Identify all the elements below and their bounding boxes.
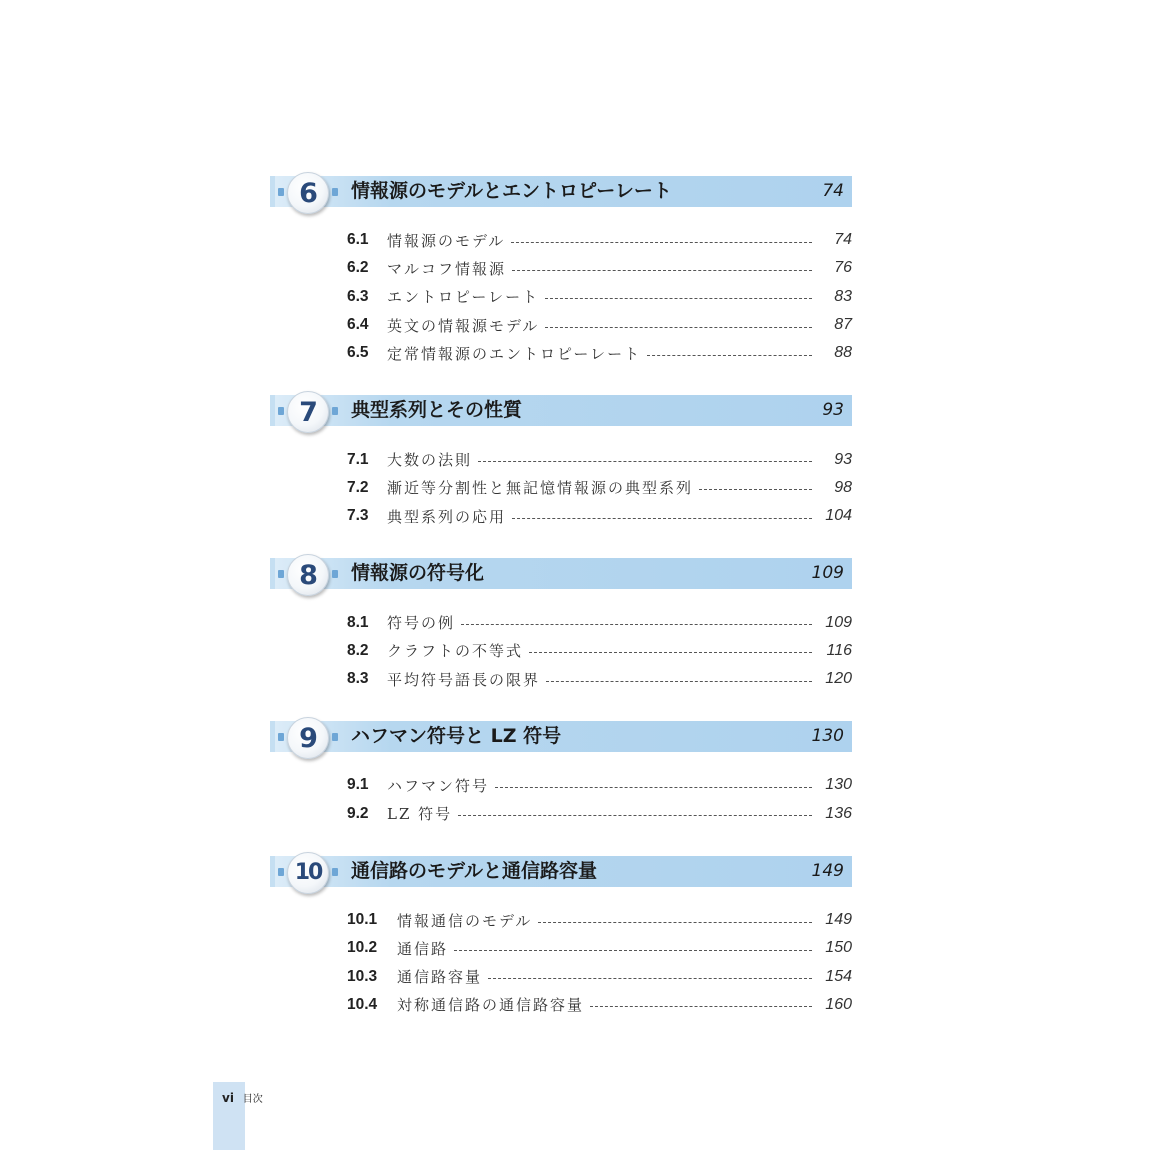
dotted-leader — [458, 815, 812, 816]
table-of-contents — [270, 176, 852, 1047]
section-number: 6.2 — [347, 259, 369, 277]
dotted-leader — [545, 327, 812, 328]
section-number: 6.5 — [347, 344, 369, 362]
chapter-title: 情報源のモデルとエントロピーレート — [351, 180, 672, 202]
chapter-page-number: 93 — [822, 400, 844, 421]
section-list — [270, 887, 852, 1019]
chapter-number-badge: 9 — [287, 717, 329, 759]
chapter-number-badge: 7 — [287, 391, 329, 433]
dotted-leader — [699, 489, 812, 490]
section-entry[interactable] — [347, 934, 852, 962]
section-page-number: 136 — [825, 804, 852, 822]
section-entry[interactable] — [347, 226, 852, 254]
chapter-title: 情報源の符号化 — [351, 562, 485, 585]
section-page-number: 116 — [826, 641, 852, 659]
section-page-number: 154 — [825, 967, 852, 985]
section-number: 9.1 — [347, 776, 369, 794]
section-entry[interactable] — [347, 339, 852, 367]
section-number: 10.1 — [347, 911, 378, 928]
chapter-block — [270, 176, 852, 367]
section-page-number: 109 — [825, 613, 852, 631]
section-number: 6.1 — [347, 231, 369, 249]
section-number: 10.2 — [347, 939, 378, 957]
section-title: 情報源のモデル — [387, 231, 506, 250]
section-title: 符号の例 — [387, 614, 456, 633]
chapter-heading[interactable] — [270, 558, 852, 589]
section-title: 漸近等分割性と無記憶情報源の典型系列 — [387, 479, 694, 498]
dotted-leader — [545, 298, 812, 299]
section-number: 7.2 — [347, 478, 369, 496]
section-entry[interactable] — [347, 502, 852, 530]
section-title: 対称通信路の通信路容量 — [397, 996, 585, 1015]
chapter-page-number: 149 — [811, 860, 844, 881]
page-footer — [222, 1090, 263, 1105]
chapter-block — [270, 395, 852, 530]
section-page-number: 104 — [825, 507, 852, 525]
dotted-leader — [590, 1006, 812, 1007]
section-entry[interactable] — [347, 608, 852, 636]
section-entry[interactable] — [347, 906, 852, 934]
chapter-number-badge: 10 — [287, 852, 329, 894]
chapter-heading[interactable] — [270, 176, 852, 207]
section-entry[interactable] — [347, 311, 852, 339]
chapter-block — [270, 558, 852, 693]
chapter-page-number: 130 — [811, 726, 844, 747]
footer-label: 目次 — [242, 1094, 263, 1105]
dotted-leader — [488, 978, 812, 979]
section-number: 8.3 — [347, 670, 369, 688]
dotted-leader — [461, 624, 812, 625]
section-number: 7.1 — [347, 450, 369, 468]
section-title: 定常情報源のエントロピーレート — [387, 344, 642, 363]
section-entry[interactable] — [347, 637, 852, 665]
section-list — [270, 426, 852, 530]
dotted-leader — [478, 461, 812, 462]
section-title: 大数の法則 — [387, 451, 473, 470]
dotted-leader — [529, 652, 812, 653]
section-page-number: 150 — [825, 939, 852, 957]
section-title: マルコフ情報源 — [387, 259, 507, 278]
section-page-number: 120 — [825, 670, 852, 688]
section-page-number: 130 — [825, 776, 852, 794]
section-entry[interactable] — [347, 665, 852, 693]
section-entry[interactable] — [347, 254, 852, 282]
chapter-number-badge: 8 — [287, 554, 329, 596]
section-title: エントロピーレート — [387, 288, 540, 307]
chapter-title: 典型系列とその性質 — [351, 399, 523, 422]
section-title: 英文の情報源モデル — [387, 316, 540, 335]
section-list — [270, 589, 852, 693]
section-number: 6.4 — [347, 316, 369, 334]
section-page-number: 87 — [834, 316, 852, 334]
chapter-number-badge: 6 — [287, 172, 329, 214]
dotted-leader — [511, 242, 812, 243]
chapter-page-number: 74 — [822, 181, 844, 201]
section-entry[interactable] — [347, 771, 852, 799]
section-list — [270, 207, 852, 367]
page-number: vi — [222, 1091, 234, 1105]
section-page-number: 98 — [834, 478, 852, 496]
section-entry[interactable] — [347, 991, 852, 1019]
chapter-heading[interactable] — [270, 721, 852, 752]
section-entry[interactable] — [347, 800, 852, 828]
section-title: クラフトの不等式 — [387, 642, 524, 661]
section-page-number: 83 — [834, 287, 852, 305]
section-entry[interactable] — [347, 445, 852, 473]
section-number: 8.2 — [347, 641, 369, 659]
dotted-leader — [538, 922, 812, 923]
section-title: 通信路容量 — [397, 968, 483, 987]
dotted-leader — [512, 270, 812, 271]
section-number: 9.2 — [347, 804, 369, 822]
section-page-number: 88 — [834, 344, 852, 362]
dotted-leader — [495, 787, 812, 788]
section-entry[interactable] — [347, 474, 852, 502]
dotted-leader — [647, 355, 812, 356]
section-title: 通信路 — [397, 939, 449, 958]
chapter-title: 通信路のモデルと通信路容量 — [351, 859, 598, 882]
section-title: 情報通信のモデル — [397, 911, 533, 930]
section-page-number: 74 — [834, 231, 852, 249]
section-number: 6.3 — [347, 287, 369, 305]
section-entry[interactable] — [347, 962, 852, 990]
section-title: LZ 符号 — [387, 805, 453, 824]
section-number: 8.1 — [347, 613, 369, 631]
chapter-block — [270, 721, 852, 828]
section-title: ハフマン符号 — [387, 776, 490, 795]
section-page-number: 76 — [834, 259, 852, 277]
section-title: 平均符号語長の限界 — [387, 670, 541, 689]
section-list — [270, 752, 852, 828]
section-entry[interactable] — [347, 283, 852, 311]
section-title: 典型系列の応用 — [387, 507, 507, 526]
dotted-leader — [454, 950, 812, 951]
section-number: 10.3 — [347, 967, 378, 985]
section-page-number: 93 — [834, 450, 852, 468]
chapter-heading[interactable] — [270, 395, 852, 426]
dotted-leader — [546, 681, 812, 682]
section-page-number: 160 — [825, 995, 852, 1013]
chapter-title: ハフマン符号と LZ 符号 — [351, 725, 562, 748]
section-page-number: 149 — [825, 911, 852, 928]
chapter-block — [270, 856, 852, 1019]
chapter-heading[interactable] — [270, 856, 852, 887]
dotted-leader — [512, 518, 812, 519]
chapter-page-number: 109 — [811, 563, 844, 584]
section-number: 7.3 — [347, 507, 369, 525]
section-number: 10.4 — [347, 995, 378, 1013]
